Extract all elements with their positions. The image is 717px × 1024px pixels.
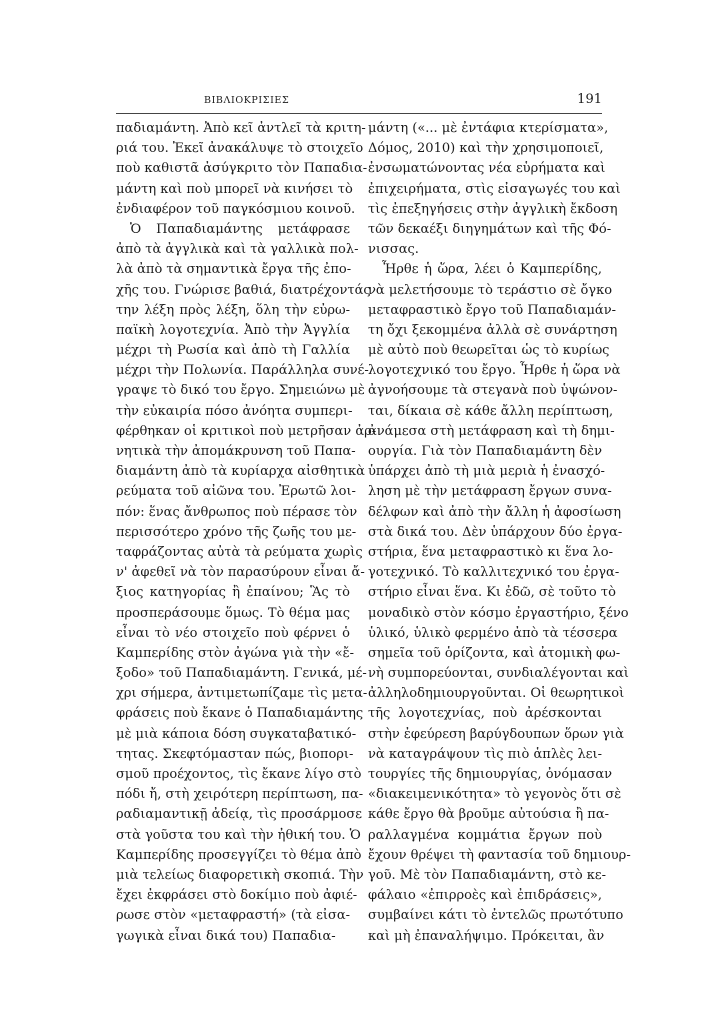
text-line: εἶναι τὸ νέο στοιχεῖο ποὺ φέρνει ὁ (116, 625, 350, 641)
running-header (116, 92, 602, 109)
text-line: Καμπερίδης προσεγγίζει τὸ θέμα ἀπὸ (116, 847, 362, 863)
text-line: ουργία. Γιὰ τὸν Παπαδιαμάντη δὲν (368, 444, 602, 459)
text-line: γωγικὰ εἶναι δικά του) Παπαδια- (116, 928, 336, 944)
text-line: προσπεράσουμε ὅμως. Τὸ θέμα μας (116, 605, 350, 621)
text-line: ραδιαμαντικῇ ἀδείᾳ, τὶς προσάρμοσε (116, 807, 362, 823)
text-line: ὑλικό, ὑλικὸ φερμένο ἀπὸ τὰ τέσσερα (368, 625, 618, 641)
text-line: ληση μὲ τὴν μετάφραση ἔργων συνα- (368, 484, 612, 500)
section-title: ΒΙΒΛΙΟΚΡΙΣΙΕΣ (204, 95, 290, 106)
text-line: καὶ μὴ ἐπαναλήψιμο. Πρόκειται, ἂν (368, 928, 605, 944)
text-line: ἀγνοήσουμε τὰ στεγανὰ ποὺ ὑψώνον- (368, 383, 618, 399)
text-line: ὑπάρχει ἀπὸ τὴ μιὰ μεριὰ ἡ ἐνασχό- (368, 464, 605, 480)
text-line: τὴν εὐκαιρία πόσο ἀνόητα συμπερι- (116, 403, 353, 419)
text-line: νὰ μελετήσουμε τὸ τεράστιο σὲ ὄγκο (368, 282, 613, 298)
text-line: ραλλαγμένα κομμάτια ἔργων ποὺ (368, 827, 602, 843)
text-line: χρι σήμερα, ἀντιμετωπίζαμε τὶς μετα- (116, 686, 368, 702)
text-line: παϊκὴ λογοτεχνία. Ἀπὸ τὴν Ἀγγλία (116, 322, 350, 338)
text-line: μοναδικὸ στὸν κόσμο ἐργαστήριο, ξένο (368, 605, 629, 621)
text-line: μάντη καὶ ποὺ μπορεῖ νὰ κινήσει τὸ (116, 181, 353, 197)
text-line: Ὁ Παπαδιαμάντης μετάφρασε (130, 221, 350, 237)
text-line: μὲ αὐτὸ ποὺ θεωρεῖται ὡς τὸ κυρίως (368, 343, 610, 359)
text-line: λογοτεχνικό του ἔργο. Ἦρθε ἡ ὥρα νὰ (368, 363, 621, 379)
text-line: πόν: ἕνας ἄνθρωπος ποὺ πέρασε τὸν (116, 504, 358, 520)
text-line: ἐνδιαφέρον τοῦ παγκόσμιου κοινοῦ. (116, 201, 356, 217)
text-line: μιὰ τελείως διαφορετικὴ σκοπιά. Τὴν (116, 867, 364, 883)
text-line: τῶν δεκαέξι διηγημάτων καὶ τῆς Φό- (368, 221, 612, 237)
text-line: Δόμος, 2010) καὶ τὴν χρησιμοποιεῖ, (368, 141, 604, 157)
text-line: σμοῦ προέχοντος, τὶς ἔκανε λίγο στὸ (116, 767, 362, 782)
text-line: λὰ ἀπὸ τὰ σημαντικὰ ἔργα τῆς ἐπο- (116, 262, 352, 278)
text-line: νὴ συμπορεύονται, συνδιαλέγονται καὶ (368, 666, 629, 682)
text-line: παδιαμάντη. Ἀπὸ κεῖ ἀντλεῖ τὰ κριτη- (116, 121, 366, 136)
text-line: διαμάντη ἀπὸ τὰ κυρίαρχα αἰσθητικὰ (116, 464, 365, 480)
text-line: τῆς λογοτεχνίας, ποὺ ἀρέσκονται (368, 706, 602, 722)
text-line: ξοδο» τοῦ Παπαδιαμάντη. Γενικά, μέ- (116, 666, 367, 682)
text-line: στὰ γοῦστα του καὶ τὴν ἠθική του. Ὁ (116, 827, 361, 843)
text-line: συμβαίνει κάτι τὸ ἐντελῶς πρωτότυπο (368, 908, 624, 924)
text-line: πόδι ἤ, στὴ χειρότερη περίπτωση, πα- (116, 787, 364, 803)
text-line: ται, δίκαια σὲ κάθε ἄλλη περίπτωση, (368, 403, 614, 419)
text-line: νισσας. (368, 242, 419, 258)
text-line: Ἦρθε ἡ ὥρα, λέει ὁ Καμπερίδης, (382, 262, 602, 278)
text-line: φέρθηκαν οἱ κριτικοὶ ποὺ μετρῆσαν ἀρ- (116, 423, 377, 439)
text-line: φράσεις ποὺ ἔκανε ὁ Παπαδιαμάντης (116, 706, 364, 722)
text-line: μάντη («... μὲ ἐντάφια κτερίσματα», (368, 121, 609, 136)
text-line: ἀπὸ τὰ ἀγγλικὰ καὶ τὰ γαλλικὰ πολ- (116, 242, 359, 258)
text-line: τουργίες τῆς δημιουργίας, ὀνόμασαν (368, 767, 613, 782)
text-line: ρεύματα τοῦ αἰῶνα του. Ἐρωτῶ λοι- (116, 484, 356, 500)
text-line: ἔχει ἐκφράσει στὸ δοκίμιο ποὺ ἀφιέ- (116, 888, 358, 904)
right-column (368, 119, 631, 947)
text-line: στήρια, ἕνα μεταφραστικὸ κι ἕνα λο- (368, 544, 613, 560)
text-line: στὴν ἐφεύρεση βαρύγδουπων ὅρων γιὰ (368, 726, 624, 742)
text-line: την λέξη πρὸς λέξη, ὅλη τὴν εὐρω- (116, 302, 350, 318)
text-line: ρωσε στὸν «μεταφραστή» (τὰ εἰσα- (116, 908, 350, 924)
text-line: μέχρι τὴν Πολωνία. Παράλληλα συνέ- (116, 363, 369, 379)
left-column (116, 119, 377, 947)
text-line: ν' ἀφεθεῖ νὰ τὸν παρασύρουν εἶναι ἄ- (116, 565, 365, 581)
text-line: κάθε ἔργο θὰ βροῦμε αὐτούσια ἢ πα- (368, 807, 610, 823)
text-line: ἀνάμεσα στὴ μετάφραση καὶ τὴ δημι- (368, 423, 615, 439)
text-line: μὲ μιὰ κάποια δόση συγκαταβατικό- (116, 726, 357, 742)
page-number: 191 (577, 92, 602, 107)
text-line: Καμπερίδης στὸν ἀγώνα γιὰ τὴν «ἔ- (116, 645, 354, 661)
text-line: γραψε τὸ δικό του ἔργο. Σημειώνω μὲ (116, 383, 365, 399)
header-rule (116, 113, 602, 114)
text-line: δέλφων καὶ ἀπὸ τὴν ἄλλη ἡ ἀφοσίωση (368, 504, 622, 520)
text-line: ἐνσωματώνοντας νέα εὑρήματα καὶ (368, 161, 606, 177)
text-line: στήριο εἶναι ἕνα. Κι ἐδῶ, σὲ τοῦτο τὸ (368, 585, 616, 601)
text-line: τη ὄχι ξεκομμένα ἀλλὰ σὲ συνάρτηση (368, 322, 618, 338)
text-line: χῆς του. Γνώρισε βαθιά, διατρέχοντάς (116, 282, 371, 298)
text-line: ταφράζοντας αὐτὰ τὰ ρεύματα χωρὶς (116, 544, 363, 560)
text-line: σημεῖα τοῦ ὁρίζοντα, καὶ ἀτομικὴ φω- (368, 645, 621, 661)
text-line: μεταφραστικὸ ἔργο τοῦ Παπαδιαμάν- (368, 302, 616, 318)
text-line: περισσότερο χρόνο τῆς ζωῆς του με- (116, 524, 357, 540)
text-line: μέχρι τὴ Ρωσία καὶ ἀπὸ τὴ Γαλλία (116, 343, 350, 359)
text-line: γοτεχνικό. Τὸ καλλιτεχνικό του ἐργα- (368, 565, 620, 581)
text-line: ποὺ καθιστᾶ ἀσύγκριτο τὸν Παπαδια- (116, 161, 368, 177)
text-line: νητικὰ τὴν ἀπομάκρυνση τοῦ Παπα- (116, 444, 356, 459)
text-line: στὰ δικά του. Δὲν ὑπάρχουν δύο ἐργα- (368, 524, 623, 540)
text-line: ἐπιχειρήματα, στὶς εἰσαγωγές του καὶ (368, 181, 621, 197)
text-line: ἔχουν θρέψει τὴ φαντασία τοῦ δημιουρ- (368, 847, 631, 863)
text-line: τὶς ἐπεξηγήσεις στὴν ἀγγλικὴ ἔκδοση (368, 201, 618, 217)
text-line: ἀλληλοδημιουργοῦνται. Οἱ θεωρητικοὶ (368, 686, 625, 702)
text-line: νὰ καταγράψουν τὶς πιὸ ἁπλὲς λει- (368, 746, 602, 762)
text-line: τητας. Σκεφτόμασταν πώς, βιοπορι- (116, 746, 354, 762)
text-line: «διακειμενικότητα» τὸ γεγονὸς ὅτι σὲ (368, 787, 622, 803)
text-line: ξιος κατηγορίας ἢ ἐπαίνου; Ἃς τὸ (116, 585, 350, 601)
text-line: γοῦ. Μὲ τὸν Παπαδιαμάντη, στὸ κε- (368, 867, 607, 883)
text-line: φάλαιο «ἐπιρροὲς καὶ ἐπιδράσεις», (368, 888, 602, 904)
text-line: ριά του. Ἐκεῖ ἀνακάλυψε τὸ στοιχεῖο (116, 141, 364, 157)
